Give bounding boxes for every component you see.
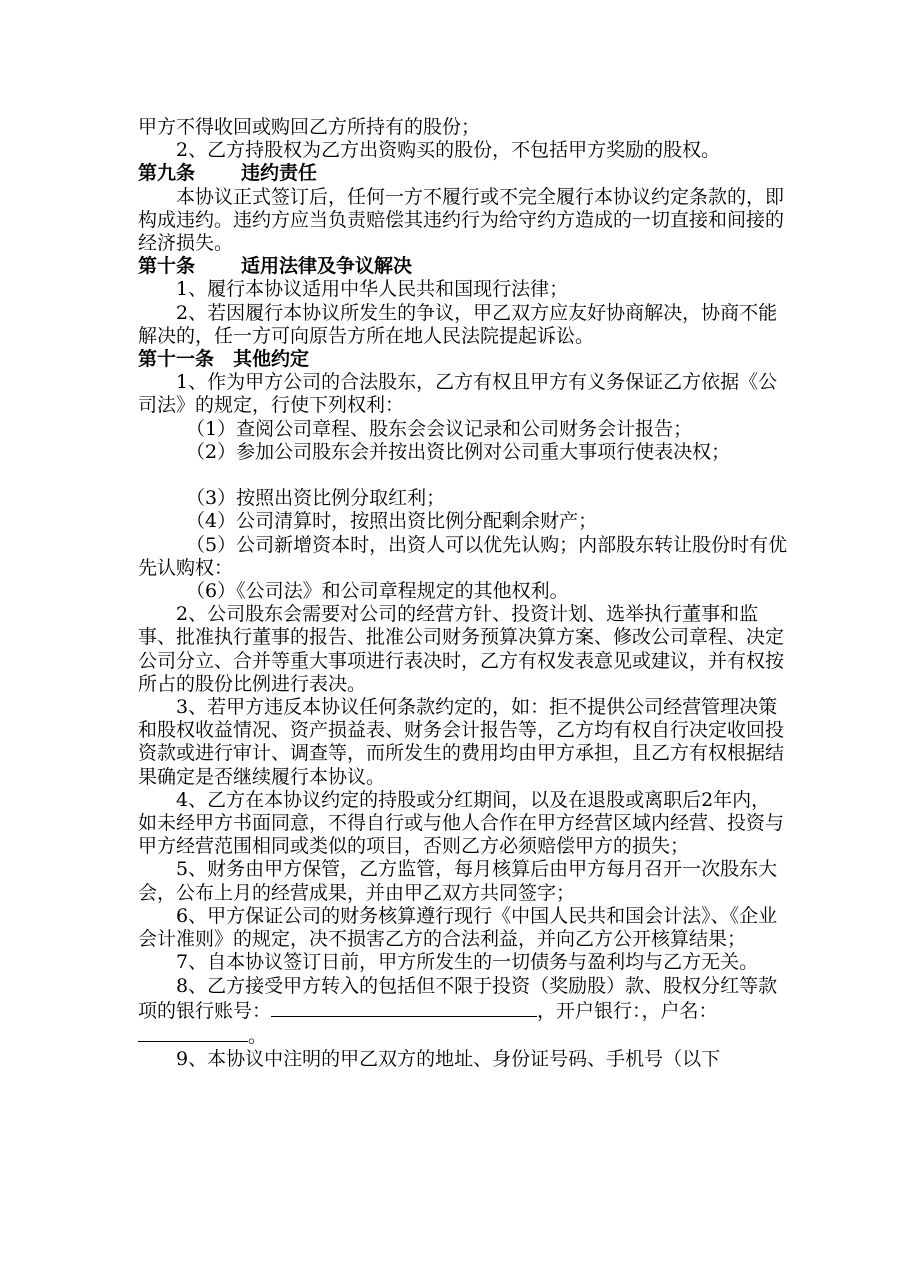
paragraph: 7、自本协议签订日前，甲方所发生的一切债务与盈利均与乙方无关。 [176,951,759,974]
account-name-label: ，户名： [641,999,718,1022]
paragraph-bank-account [138,975,788,1049]
paragraph: 4、乙方在本协议约定的持股或分红期间，以及在退股或离职后2年内，如未经甲方书面同意，不得自行或与他人合作在甲方经营区域内经营、投资与甲方经营范围相同或类似的项目，否则乙方必须赔偿甲方的损失； [138,788,785,858]
article-title: 违约责任 [241,162,318,185]
paragraph: 2、若因履行本协议所发生的争议，甲乙双方应友好协商解决，协商不能解决的，任一方可向原告方所在地人民法院提起诉讼。 [138,301,778,347]
list-item: （5）公司新增资本时，出资人可以优先认购；内部股东转让股份时有优先认购权： [138,533,788,579]
article-number: 第十一条 [138,348,215,371]
article-heading-9 [138,162,788,185]
paragraph: 6、甲方保证公司的财务核算遵行现行《中国人民共和国会计法》、《企业会计准则》的规定，决不损害乙方的合法利益，并向乙方公开核算结果； [138,904,778,951]
paragraph: 1、作为甲方公司的合法股东，乙方有权且甲方有义务保证乙方依据《公司法》的规定，行使下列权利： [138,371,778,417]
paragraph: 本协议正式签订后，任何一方不履行或不完全履行本协议约定条款的，即构成违约。违约方应当负责赔偿其违约行为给守约方造成的一切直接和间接的经济损失。 [138,185,785,255]
paragraph: 2、公司股东会需要对公司的经营方针、投资计划、选举执行董事和监事、批准执行董事的报告、批准公司财务预算决算方案、修改公司章程、决定公司分立、合并等重大事项进行表决时，乙方有权发表意见或建议，并有权按所占的股份比例进行表决。 [138,603,785,695]
list-item: （2）参加公司股东会并按出资比例对公司重大事项行使表决权； [186,440,731,463]
article-title: 其他约定 [233,348,310,371]
article-heading-10 [138,255,788,278]
article-number: 第九条 [138,162,196,185]
list-item: （4）公司清算时，按照出资比例分配剩余财产； [186,510,598,533]
account-name-blank [138,1023,248,1042]
list-item: （3）按照出资比例分取红利； [186,487,446,510]
bank-name-label: ，开户银行： [537,999,642,1022]
bank-account-label: 8、乙方接受甲方转入的包括但不限于投资（奖励股）款、股权分红等款项的银行账号： [138,974,778,1022]
period: 。 [248,1024,268,1047]
blank-line [138,464,788,487]
document-body [138,116,788,1071]
paragraph: 5、财务由甲方保管，乙方监管，每月核算后由甲方每月召开一次股东大会，公布上月的经营成果，并由甲乙双方共同签字； [138,858,778,904]
paragraph: 2、乙方持股权为乙方出资购买的股份，不包括甲方奖励的股权。 [176,139,721,162]
paragraph: 3、若甲方违反本协议任何条款约定的，如：拒不提供公司经营管理决策和股权收益情况、资产损益表、财务会计报告等，乙方均有权自行决定收回投资款或进行审计、调查等，而所发生的费用均由甲方承担，且乙方有权根据结果确定是否继续履行本协议。 [138,696,785,788]
article-number: 第十条 [138,255,196,278]
bank-account-blank [271,998,537,1017]
article-heading-11 [138,348,788,371]
list-item: （1）查阅公司章程、股东会会议记录和公司财务会计报告； [186,417,693,440]
list-item: （6）《公司法》和公司章程规定的其他权利。 [186,580,569,603]
paragraph: 甲方不得收回或购回乙方所持有的股份； [138,116,481,138]
paragraph: 9、本协议中注明的甲乙双方的地址、身份证号码、手机号（以下 [176,1048,721,1071]
paragraph: 1、履行本协议适用中华人民共和国现行法律； [176,278,569,301]
article-title: 适用法律及争议解决 [241,255,413,278]
